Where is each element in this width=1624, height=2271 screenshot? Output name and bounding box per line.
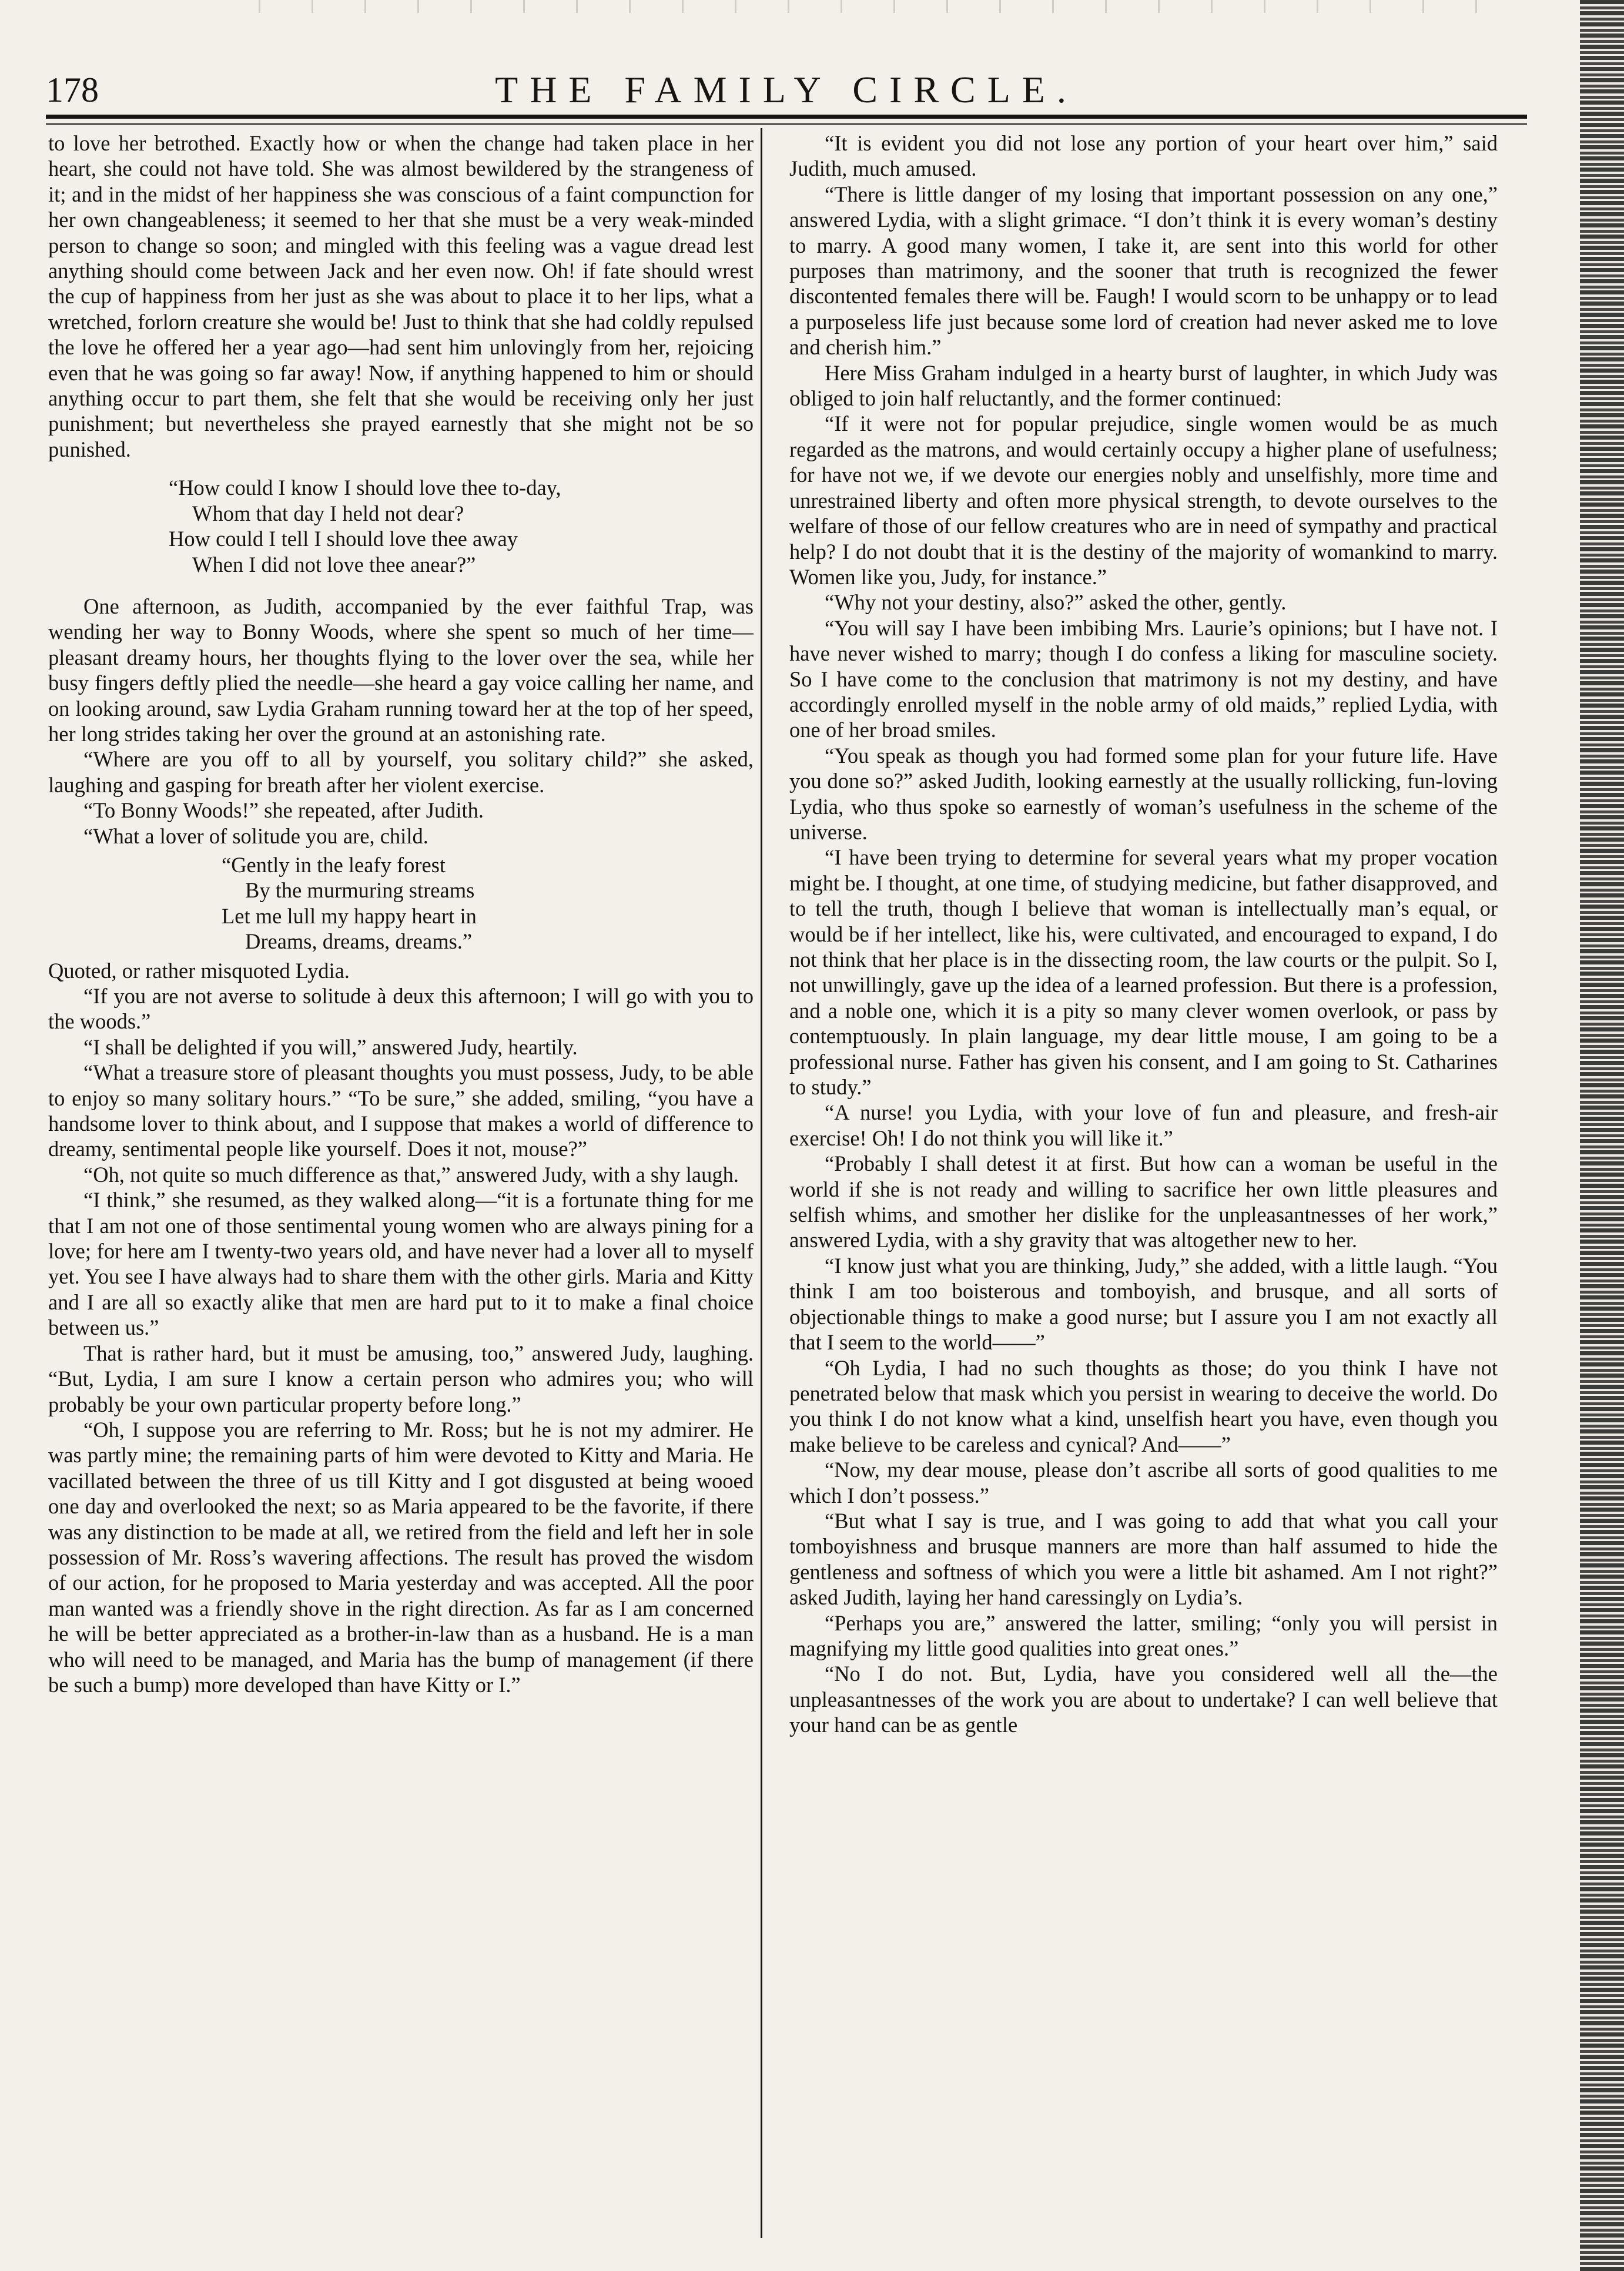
paragraph: “But what I say is true, and I was going to add that what you call your tomboyishness and brusque manners are more than half assumed to hide the gentleness and softness of which you were a little bit ashamed. Am I not right?” asked Judith, laying her hand caressingly on Lydia’s. — [789, 1508, 1498, 1610]
verse-line: “How could I know I should love thee to-day, — [169, 475, 561, 500]
paragraph: “It is evident you did not lose any portion of your heart over him,” said Judith, much amused. — [789, 131, 1498, 181]
paragraph: to love her betrothed. Exactly how or when the change had taken place in her heart, she could not have told. She was almost bewildered by the strangeness of it; and in the midst of her happiness she was conscious of a faint compunction for her own changeableness; it seemed to her that she must be a very weak-minded person to change so soon; and mingled with this feeling was a vague dread lest anything should come between Jack and her even now. Oh! if fate should wrest the cup of happiness from her just as she was about to place it to her lips, what a wretched, forlorn creature she would be! Just to think that she had coldly repulsed the love he offered her a year ago—had sent him unlovingly from her, rejoicing even that he was going so far away! Now, if anything happened to him or should anything occur to part them, she felt that she would be receiving only her just punishment; but nevertheless she prayed earnestly that she might not be so punished. — [48, 131, 754, 461]
paragraph: “Perhaps you are,” answered the latter, smiling; “only you will persist in magnifying my little good qualities into great ones.” — [789, 1610, 1498, 1660]
paragraph: That is rather hard, but it must be amusing, too,” answered Judy, laughing. “But, Lydia, I am sure I know a certain person who admires you; who will probably be your own particular property before long.” — [48, 1341, 754, 1416]
paragraph: “I have been trying to determine for several years what my proper vocation might be. I thought, at one time, of studying medicine, but father disapproved, and to tell the truth, though I believe that woman is intellectually man’s equal, or would be if her intellect, like his, were cultivated, and encouraged to expand, I do not think that her place is in the dissecting room, the law courts or the pulpit. So I, not unwillingly, gave up the idea of a learned profession. But there is a profession, and a noble one, which it is a pity so many clever women overlook, or pass by contemptuously. In plain language, my dear little mouse, I am going to be a professional nurse. Father has given his consent, and I am going to St. Catharines to study.” — [789, 845, 1498, 1100]
paragraph: “To Bonny Woods!” she repeated, after Judith. — [83, 798, 484, 823]
verse-line: Whom that day I held not dear? — [192, 501, 464, 525]
paragraph: “If it were not for popular prejudice, single women would be as much regarded as the matrons, and would certainly occupy a higher plane of usefulness; for have not we, if we devote our energies nobly and unselfishly, more time and unrestrained liberty and often more physical strength, to devote ourselves to the welfare of those of our fellow creatures who are in need of sympathy and practical help? I do not doubt that it is the destiny of the majority of womankind to marry. Women like you, Judy, for instance.” — [789, 411, 1498, 589]
verse-line: Let me lull my happy heart in — [222, 903, 477, 928]
verse-line: Dreams, dreams, dreams.” — [245, 929, 473, 954]
header-rule-thin — [46, 123, 1527, 125]
paragraph: “What a treasure store of pleasant thoughts you must possess, Judy, to be able to enjoy so many solitary hours.” “To be sure,” she added, smiling, “you have a handsome lover to think about, and I suppose that makes a world of difference to dreamy, sentimental people like yourself. Does it not, mouse?” — [48, 1060, 754, 1161]
page-number: 178 — [46, 71, 99, 109]
paragraph: One afternoon, as Judith, accompanied by the ever faithful Trap, was wending her way to Bonny Woods, where she spent so much of her time—pleasant dreamy hours, her thoughts flying to the lover over the sea, while her busy fingers deftly plied the needle—she heard a gay voice calling her name, and on looking around, saw Lydia Graham running toward her at the top of her speed, her long strides taking her over the ground at an astonishing rate. — [48, 594, 754, 746]
verse-quote — [48, 852, 754, 954]
paragraph: “Probably I shall detest it at first. But how can a woman be useful in the world if she is not ready and willing to sacrifice her own little pleasures and selfish whims, and smother her dislike for the unpleasantnesses of her work,” answered Lydia, with a shy gravity that was altogether new to her. — [789, 1151, 1498, 1252]
paragraph: “What a lover of solitude you are, child. — [83, 823, 428, 848]
verse-line: “Gently in the leafy forest — [222, 852, 446, 877]
paragraph: “No I do not. But, Lydia, have you considered well all the—the unpleasantnesses of the work you are about to undertake? I can well believe that your hand can be as gentle — [789, 1662, 1498, 1737]
paragraph: Quoted, or rather misquoted Lydia. — [48, 958, 350, 983]
paragraph: “I know just what you are thinking, Judy,” she added, with a little laugh. “You think I am too boisterous and tomboyish, and brusque, and all sorts of objectionable things to make a good nurse; but I assure you I am not exactly all that I seem to the world——” — [789, 1253, 1498, 1355]
paragraph: “You speak as though you had formed some plan for your future life. Have you done so?” asked Judith, looking earnestly at the usually rollicking, fun-loving Lydia, who thus spoke so earnestly of woman’s usefulness in the scheme of the universe. — [789, 743, 1498, 844]
verse-line: When I did not love thee anear?” — [192, 552, 476, 577]
verse-line: By the murmuring streams — [245, 878, 475, 903]
paragraph: “Oh, I suppose you are referring to Mr. Ross; but he is not my admirer. He was partly mine; the remaining parts of him were devoted to Kitty and Maria. He vacillated between the three of us till Kitty and I got disgusted at being wooed one day and overlooked the next; so as Maria appeared to be the favorite, if there was any distinction to be made at all, we retired from the field and left her in sole possession of Mr. Ross’s wavering affections. The result has proved the wisdom of our action, for he proposed to Maria yesterday and was accepted. All the poor man wanted was a friendly shove in the right direction. As far as I am concerned he will be better appreciated as a brother-in-law than as a husband. He is a man who will need to be managed, and Maria has the bump of management (if there be such a bump) more developed than have Kitty or I.” — [48, 1417, 754, 1697]
paragraph: Here Miss Graham indulged in a hearty burst of laughter, in which Judy was obliged to join half reluctantly, and the former continued: — [789, 360, 1498, 411]
paragraph: “Oh, not quite so much difference as that,” answered Judy, with a shy laugh. — [83, 1162, 739, 1187]
paragraph: “You will say I have been imbibing Mrs. Laurie’s opinions; but I have not. I have never wished to marry; though I do confess a liking for masculine society. So I have come to the conclusion that matrimony is not my destiny, and have accordingly enrolled myself in the noble army of old maids,” replied Lydia, with one of her broad smiles. — [789, 615, 1498, 742]
column-divider — [761, 128, 762, 2238]
header-rule-thick — [46, 115, 1527, 119]
paragraph: “There is little danger of my losing that important possession on any one,” answered Lydia, with a slight grimace. “I don’t think it is every woman’s destiny to marry. A good many women, I take it, are sent into this world for other purposes than matrimony, and the sooner that truth is recognized the fewer discontented females there will be. Faugh! I would scorn to be unhappy or to lead a purposeless life just because some lord of creation had never asked me to love and cherish him.” — [789, 182, 1498, 360]
paragraph: “Now, my dear mouse, please don’t ascribe all sorts of good qualities to me which I don’t possess.” — [789, 1458, 1498, 1508]
scan-noise — [235, 0, 1528, 13]
running-title: THE FAMILY CIRCLE. — [495, 69, 1078, 110]
paragraph: “I shall be delighted if you will,” answered Judy, heartily. — [83, 1034, 578, 1059]
paragraph: “If you are not averse to solitude à deux this afternoon; I will go with you to the woods.” — [48, 984, 754, 1034]
page-header — [46, 63, 1527, 122]
paragraph: “Where are you off to all by yourself, you solitary child?” she asked, laughing and gasping for breath after her violent exercise. — [48, 747, 754, 797]
paragraph: “A nurse! you Lydia, with your love of fun and pleasure, and fresh-air exercise! Oh! I do not think you will like it.” — [789, 1100, 1498, 1150]
paragraph: “Why not your destiny, also?” asked the other, gently. — [825, 590, 1287, 615]
right-column — [789, 130, 1498, 2246]
verse-quote — [48, 475, 754, 577]
page-binding-edge — [1580, 0, 1624, 2271]
paragraph: “I think,” she resumed, as they walked along—“it is a fortunate thing for me that I am not one of those sentimental young women who are always pining for a love; for here am I twenty-two years old, and have never had a lover all to myself yet. You see I have always had to share them with the other girls. Maria and Kitty and I are all so exactly alike that men are hard put to it to make a final choice between us.” — [48, 1188, 754, 1340]
left-column — [48, 130, 754, 2246]
verse-line: How could I tell I should love thee away — [169, 527, 518, 551]
paragraph: “Oh Lydia, I had no such thoughts as those; do you think I have not penetrated below that mask which you persist in wearing to deceive the world. Do you think I do not know what a kind, unselfish heart you have, even though you make believe to be careless and cynical? And——” — [789, 1355, 1498, 1456]
